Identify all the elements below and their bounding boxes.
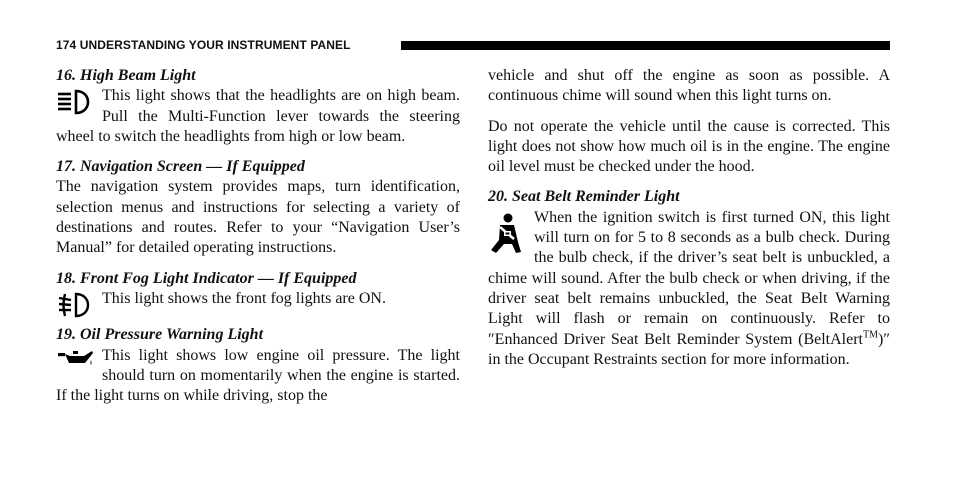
fog-light-icon bbox=[56, 292, 94, 318]
section-heading: 18. Front Fog Light Indicator — If Equipped bbox=[56, 269, 357, 287]
section-heading: 17. Navigation Screen — If Equipped bbox=[56, 158, 305, 176]
section-navigation-screen bbox=[56, 157, 460, 258]
section-oil-pressure bbox=[56, 325, 460, 406]
section-heading: 19. Oil Pressure Warning Light bbox=[56, 326, 264, 344]
page-header bbox=[56, 38, 890, 52]
section-seat-belt-reminder bbox=[488, 187, 890, 370]
section-front-fog-light bbox=[56, 269, 460, 310]
left-column bbox=[56, 66, 460, 406]
high-beam-icon bbox=[56, 89, 94, 115]
seat-belt-icon bbox=[488, 212, 526, 256]
section-note: Do not operate the vehicle until the cause is corrected. This light does not show how much oil is in the engine. The engine oil level must be checked under the hood. bbox=[488, 117, 890, 176]
body-text: When the ignition switch is first turned ON, this light will turn on for 5 to 8 seconds as a bulb check. During the bulb check, if the driver’s seat belt is unbuckled, a chime will sound. After the bulb check or when driving, if the driver seat belt remains unbuckled, the Seat Belt Warning Light will flash or remain on continuously. Refer to ″Enhanced Driver Seat Belt Reminder System (BeltAlert bbox=[488, 208, 890, 348]
section-body: The navigation system provides maps, turn identification, selection menus and instructions for selecting a variety of destinations and routes. Refer to your “Navigation User’s Manual” for detailed operating instructions. bbox=[56, 178, 460, 257]
header-rule bbox=[401, 41, 890, 50]
section-body-continued: vehicle and shut off the engine as soon as possible. A continuous chime will sound when this light turns on. bbox=[488, 67, 890, 105]
trademark-mark: TM bbox=[863, 329, 878, 341]
section-high-beam bbox=[56, 66, 460, 147]
section-body: This light shows the front fog lights are ON. bbox=[102, 289, 386, 307]
section-body bbox=[488, 208, 890, 370]
section-heading: 20. Seat Belt Reminder Light bbox=[488, 188, 680, 206]
section-heading: 16. High Beam Light bbox=[56, 67, 196, 84]
oil-can-icon bbox=[56, 348, 94, 368]
section-body: This light shows that the headlights are on high beam. Pull the Multi-Function lever towards the steering wheel to switch the headlights from high or low beam. bbox=[56, 87, 460, 145]
section-body: This light shows low engine oil pressure. The light should turn on momentarily when the engine is started. If the light turns on while driving, stop the bbox=[56, 346, 460, 405]
right-column bbox=[488, 66, 890, 370]
page-number-and-title: 174 UNDERSTANDING YOUR INSTRUMENT PANEL bbox=[56, 38, 351, 52]
body-text-end: )″ in the Occupant Restraints section for more information. bbox=[488, 330, 890, 368]
